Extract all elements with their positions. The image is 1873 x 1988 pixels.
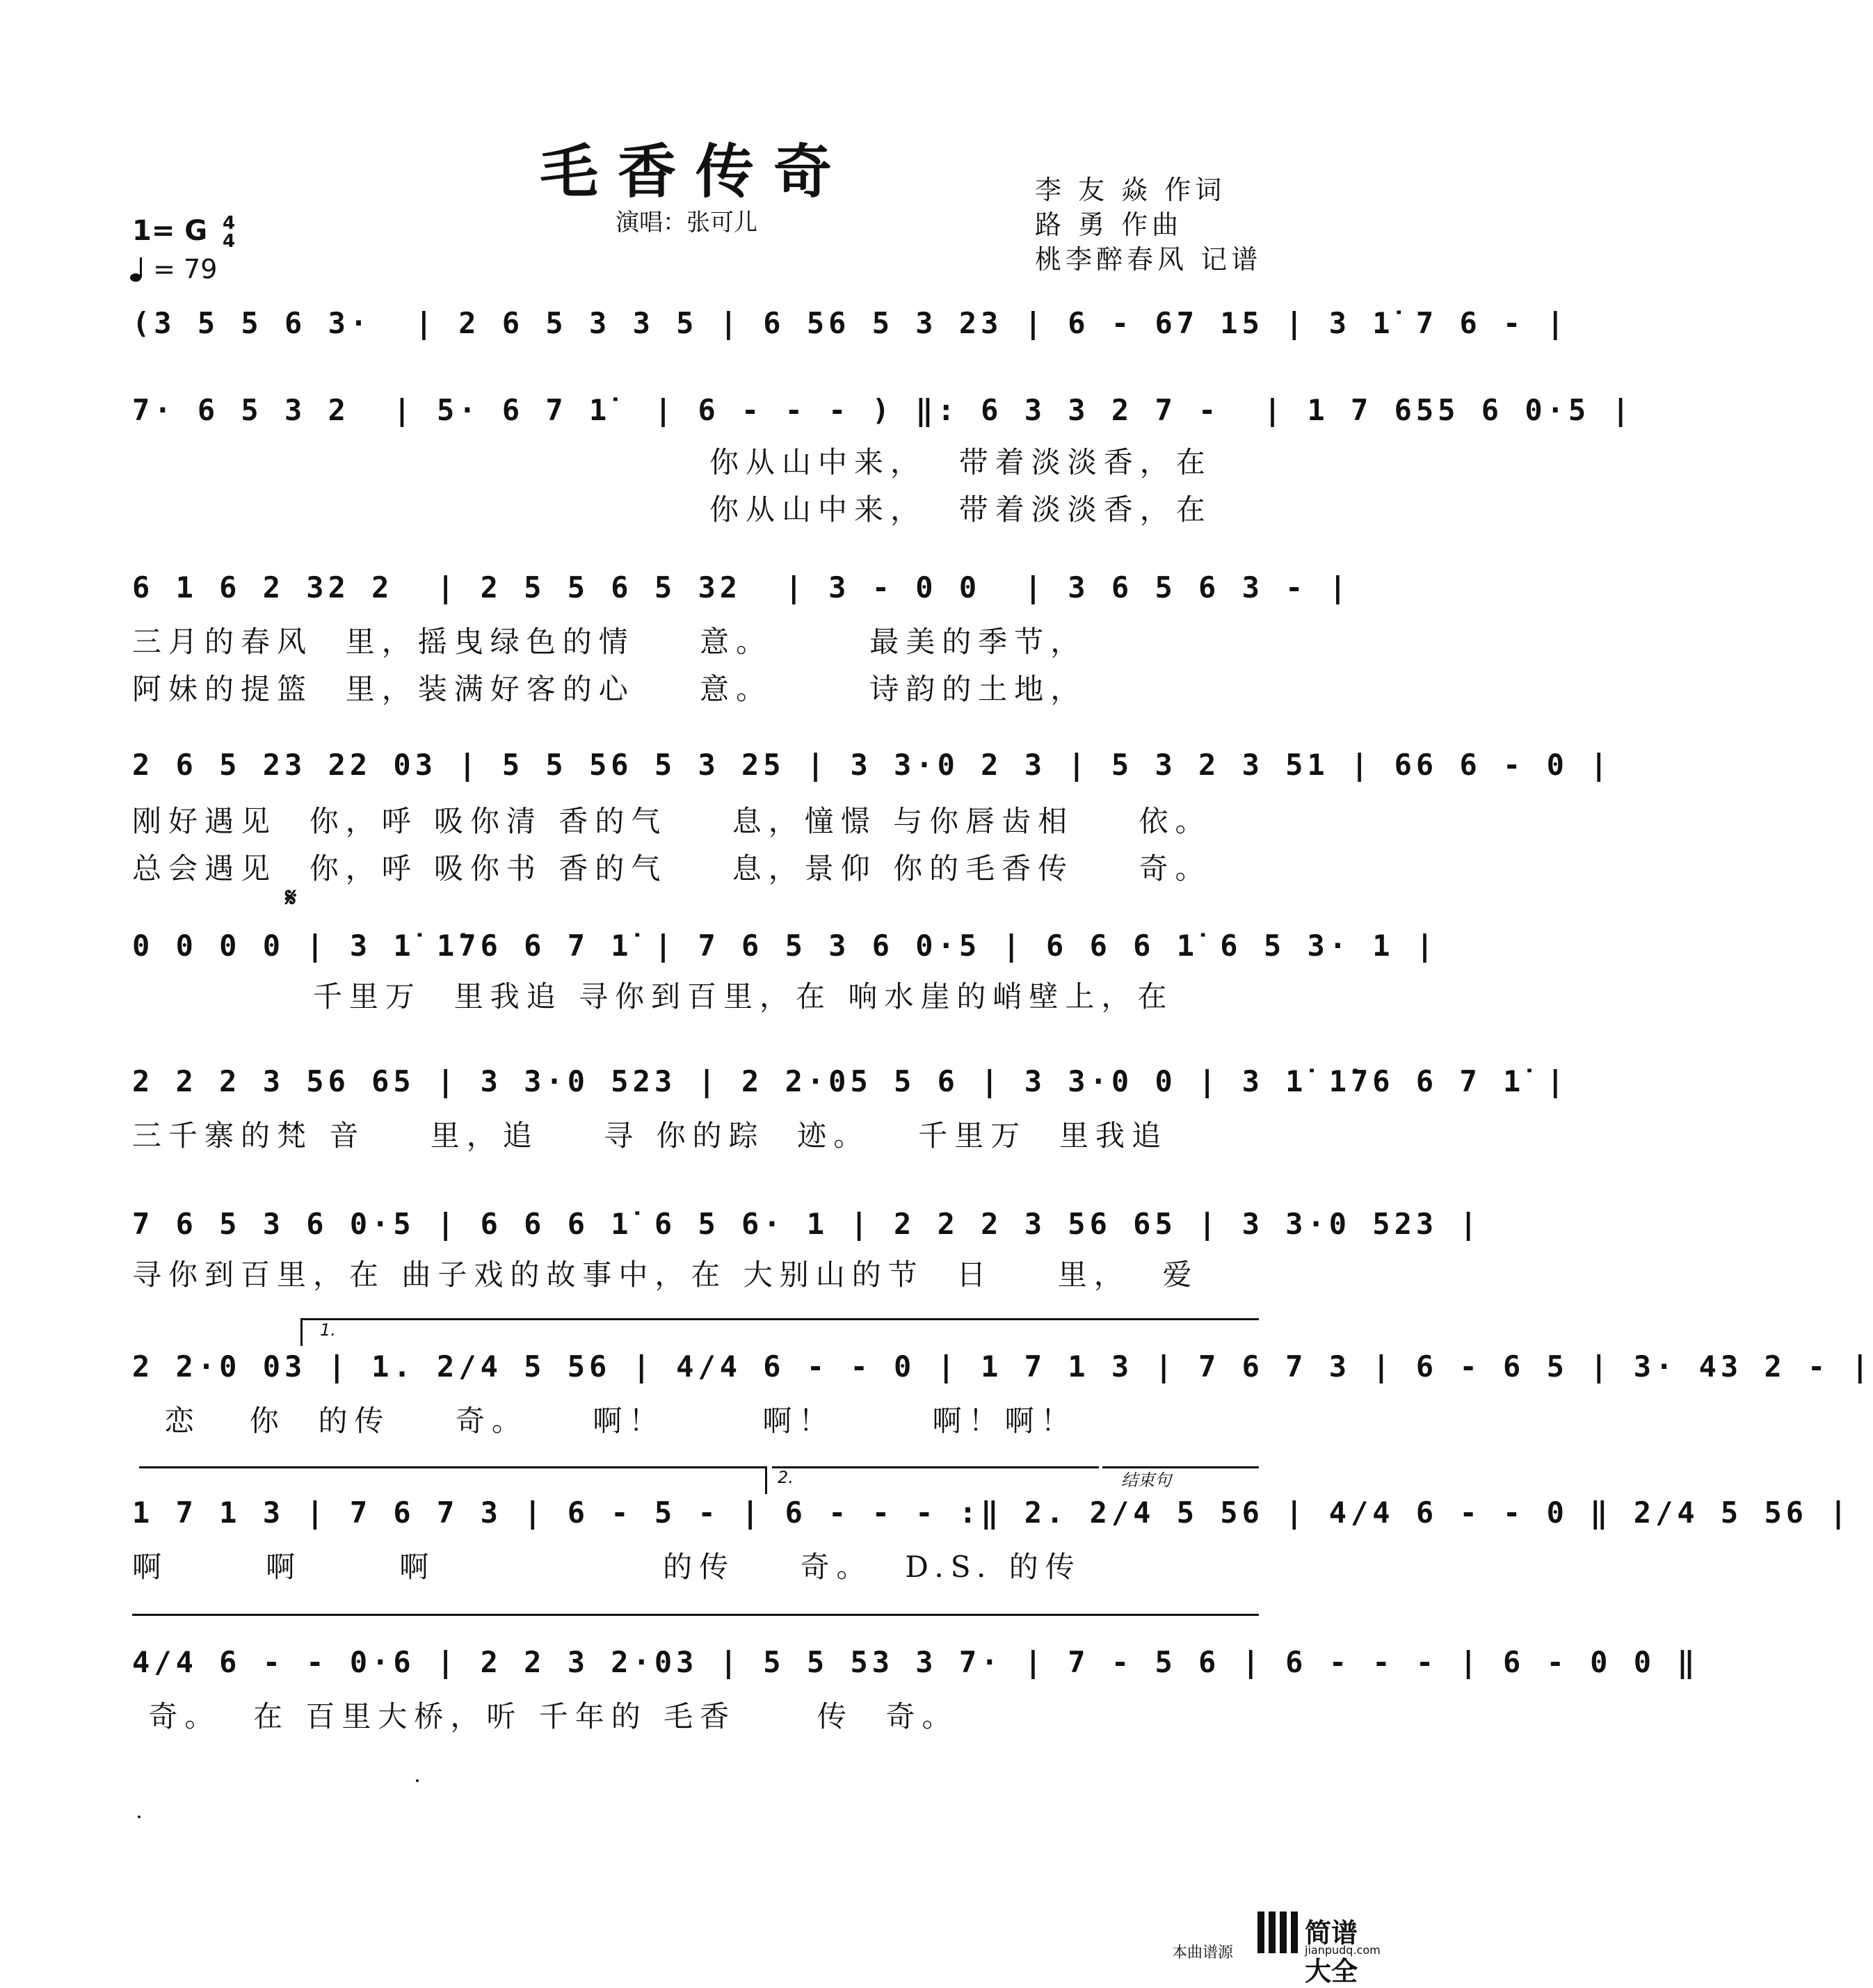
time-signature [223, 214, 235, 250]
lyrics-row-4-verse-2: 总会遇见 你，呼 吸你书 香的气 息，景仰 你的毛香传 奇。 [132, 851, 1212, 885]
lyrics-row-8: 恋 你 的传 奇。 啊！ 啊！ 啊！啊！ [132, 1404, 1077, 1438]
stray-dot [416, 1779, 419, 1782]
stray-dot [138, 1815, 140, 1818]
lyrics-row-2-verse-2: 你从山中来， 带着淡淡香，在 [709, 492, 1212, 527]
site-logo[interactable] [1257, 1911, 1381, 1987]
volta-2-bracket [772, 1466, 1099, 1468]
volta-1-bracket [300, 1318, 1259, 1320]
notation-row-2: 7· 6 5 3 2 | 5· 6 7 1̇ | 6 - - - ) ‖: 6 3 3 2 7 - | 1 7 655 6 0·5 | [132, 393, 1634, 427]
time-numerator: 4 [223, 213, 236, 234]
volta-2-label: 2. [778, 1468, 794, 1487]
footer-source: 本曲谱源 [1172, 1944, 1234, 1962]
coda-continuation [132, 1614, 1259, 1616]
volta-1-end [765, 1466, 767, 1494]
key-label: 1= G [132, 215, 208, 247]
notation-row-1: (3 5 5 6 3· | 2 6 5 3 3 5 | 6 56 5 3 23 | 6 - 67 15 | 3 1̇ 7 6 - | [132, 306, 1568, 340]
lyrics-row-10: 奇。 在 百里大桥，听 千年的 毛香 传 奇。 [132, 1699, 958, 1733]
lyrics-row-2-verse-1: 你从山中来， 带着淡淡香，在 [709, 445, 1212, 479]
notation-row-7: 7 6 5 3 6 0·5 | 6 6 6 1̇ 6 5 6· 1 | 2 2 2 3 56 65 | 3 3·0 523 | [132, 1207, 1481, 1241]
notation-row-10: 4/4 6 - - 0·6 | 2 2 3 2·03 | 5 5 53 3 7· | 7 - 5 6 | 6 - - - | 6 - 0 0 ‖ [132, 1645, 1699, 1679]
volta-1-bracket-start [300, 1318, 303, 1346]
song-title: 毛香传奇 [539, 137, 851, 206]
lyrics-row-6: 三千寨的梵 音 里，追 寻 你的踪 迹。 千里万 里我追 [132, 1119, 1168, 1153]
piano-keys-icon [1257, 1911, 1301, 1953]
notation-row-6: 2 2 2 3 56 65 | 3 3·0 523 | 2 2·05 5 6 | 3 3·0 0 | 3 1̇ 1̇76 6 7 1̇ | [132, 1064, 1568, 1098]
logo-text: 简谱大全 [1305, 1918, 1358, 1987]
lyrics-row-3-verse-1: 三月的春风 里，摇曳绿色的情 意。 最美的季节， [132, 625, 1087, 659]
lyrics-row-5: 千里万 里我追 寻你到百里，在 响水崖的峭壁上，在 [313, 979, 1174, 1013]
notation-row-9: 1 7 1 3 | 7 6 7 3 | 6 - 5 - | 6 - - - :‖ 2. 2/4 5 56 | 4/4 6 - - 0 ‖ 2/4 5 56 | [132, 1496, 1851, 1530]
notation-row-4: 2 6 5 23 22 03 | 5 5 56 5 3 25 | 3 3·0 2 3 | 5 3 2 3 51 | 66 6 - 0 | [132, 748, 1612, 782]
notation-row-5: 0 0 0 0 | 3 1̇ 1̇76 6 7 1̇ | 7 6 5 3 6 0·5 | 6 6 6 1̇ 6 5 3· 1 | [132, 929, 1438, 963]
transcriber-credit: 桃李醉春风 记谱 [1035, 244, 1262, 275]
segno-sign: 𝄋 [285, 882, 297, 913]
notation-row-3: 6 1 6 2 32 2 | 2 5 5 6 5 32 | 3 - 0 0 | 3 6 5 6 3 - | [132, 570, 1351, 604]
volta-1-continuation [139, 1466, 765, 1468]
quarter-note-icon [129, 256, 145, 282]
coda-label: 结束句 [1121, 1470, 1171, 1490]
key-signature [132, 214, 235, 250]
lyricist-credit: 李 友 焱 作词 [1035, 175, 1226, 205]
volta-1-label: 1. [320, 1320, 336, 1340]
lyrics-row-9: 啊 啊 啊 的传 奇。 D.S. 的传 [132, 1550, 1082, 1584]
notation-row-8: 2 2·0 03 | 1. 2/4 5 56 | 4/4 6 - - 0 | 1 7 1 3 | 7 6 7 3 | 6 - 6 5 | 3· 43 2 - | [132, 1349, 1873, 1384]
tempo-value: = 79 [153, 254, 218, 284]
time-denominator: 4 [223, 231, 236, 252]
singer: 演唱：张可儿 [616, 209, 757, 237]
logo-site: jianpudq.com [1305, 1943, 1381, 1957]
lyrics-row-4-verse-1: 刚好遇见 你，呼 吸你清 香的气 息，憧憬 与你唇齿相 依。 [132, 804, 1212, 838]
lyrics-row-3-verse-2: 阿妹的提篮 里，装满好客的心 意。 诗韵的土地， [132, 672, 1087, 706]
tempo-marking [129, 254, 217, 284]
composer-credit: 路 勇 作曲 [1035, 209, 1183, 240]
lyrics-row-7: 寻你到百里，在 曲子戏的故事中，在 大别山的节 日 里， 爱 [132, 1258, 1199, 1292]
